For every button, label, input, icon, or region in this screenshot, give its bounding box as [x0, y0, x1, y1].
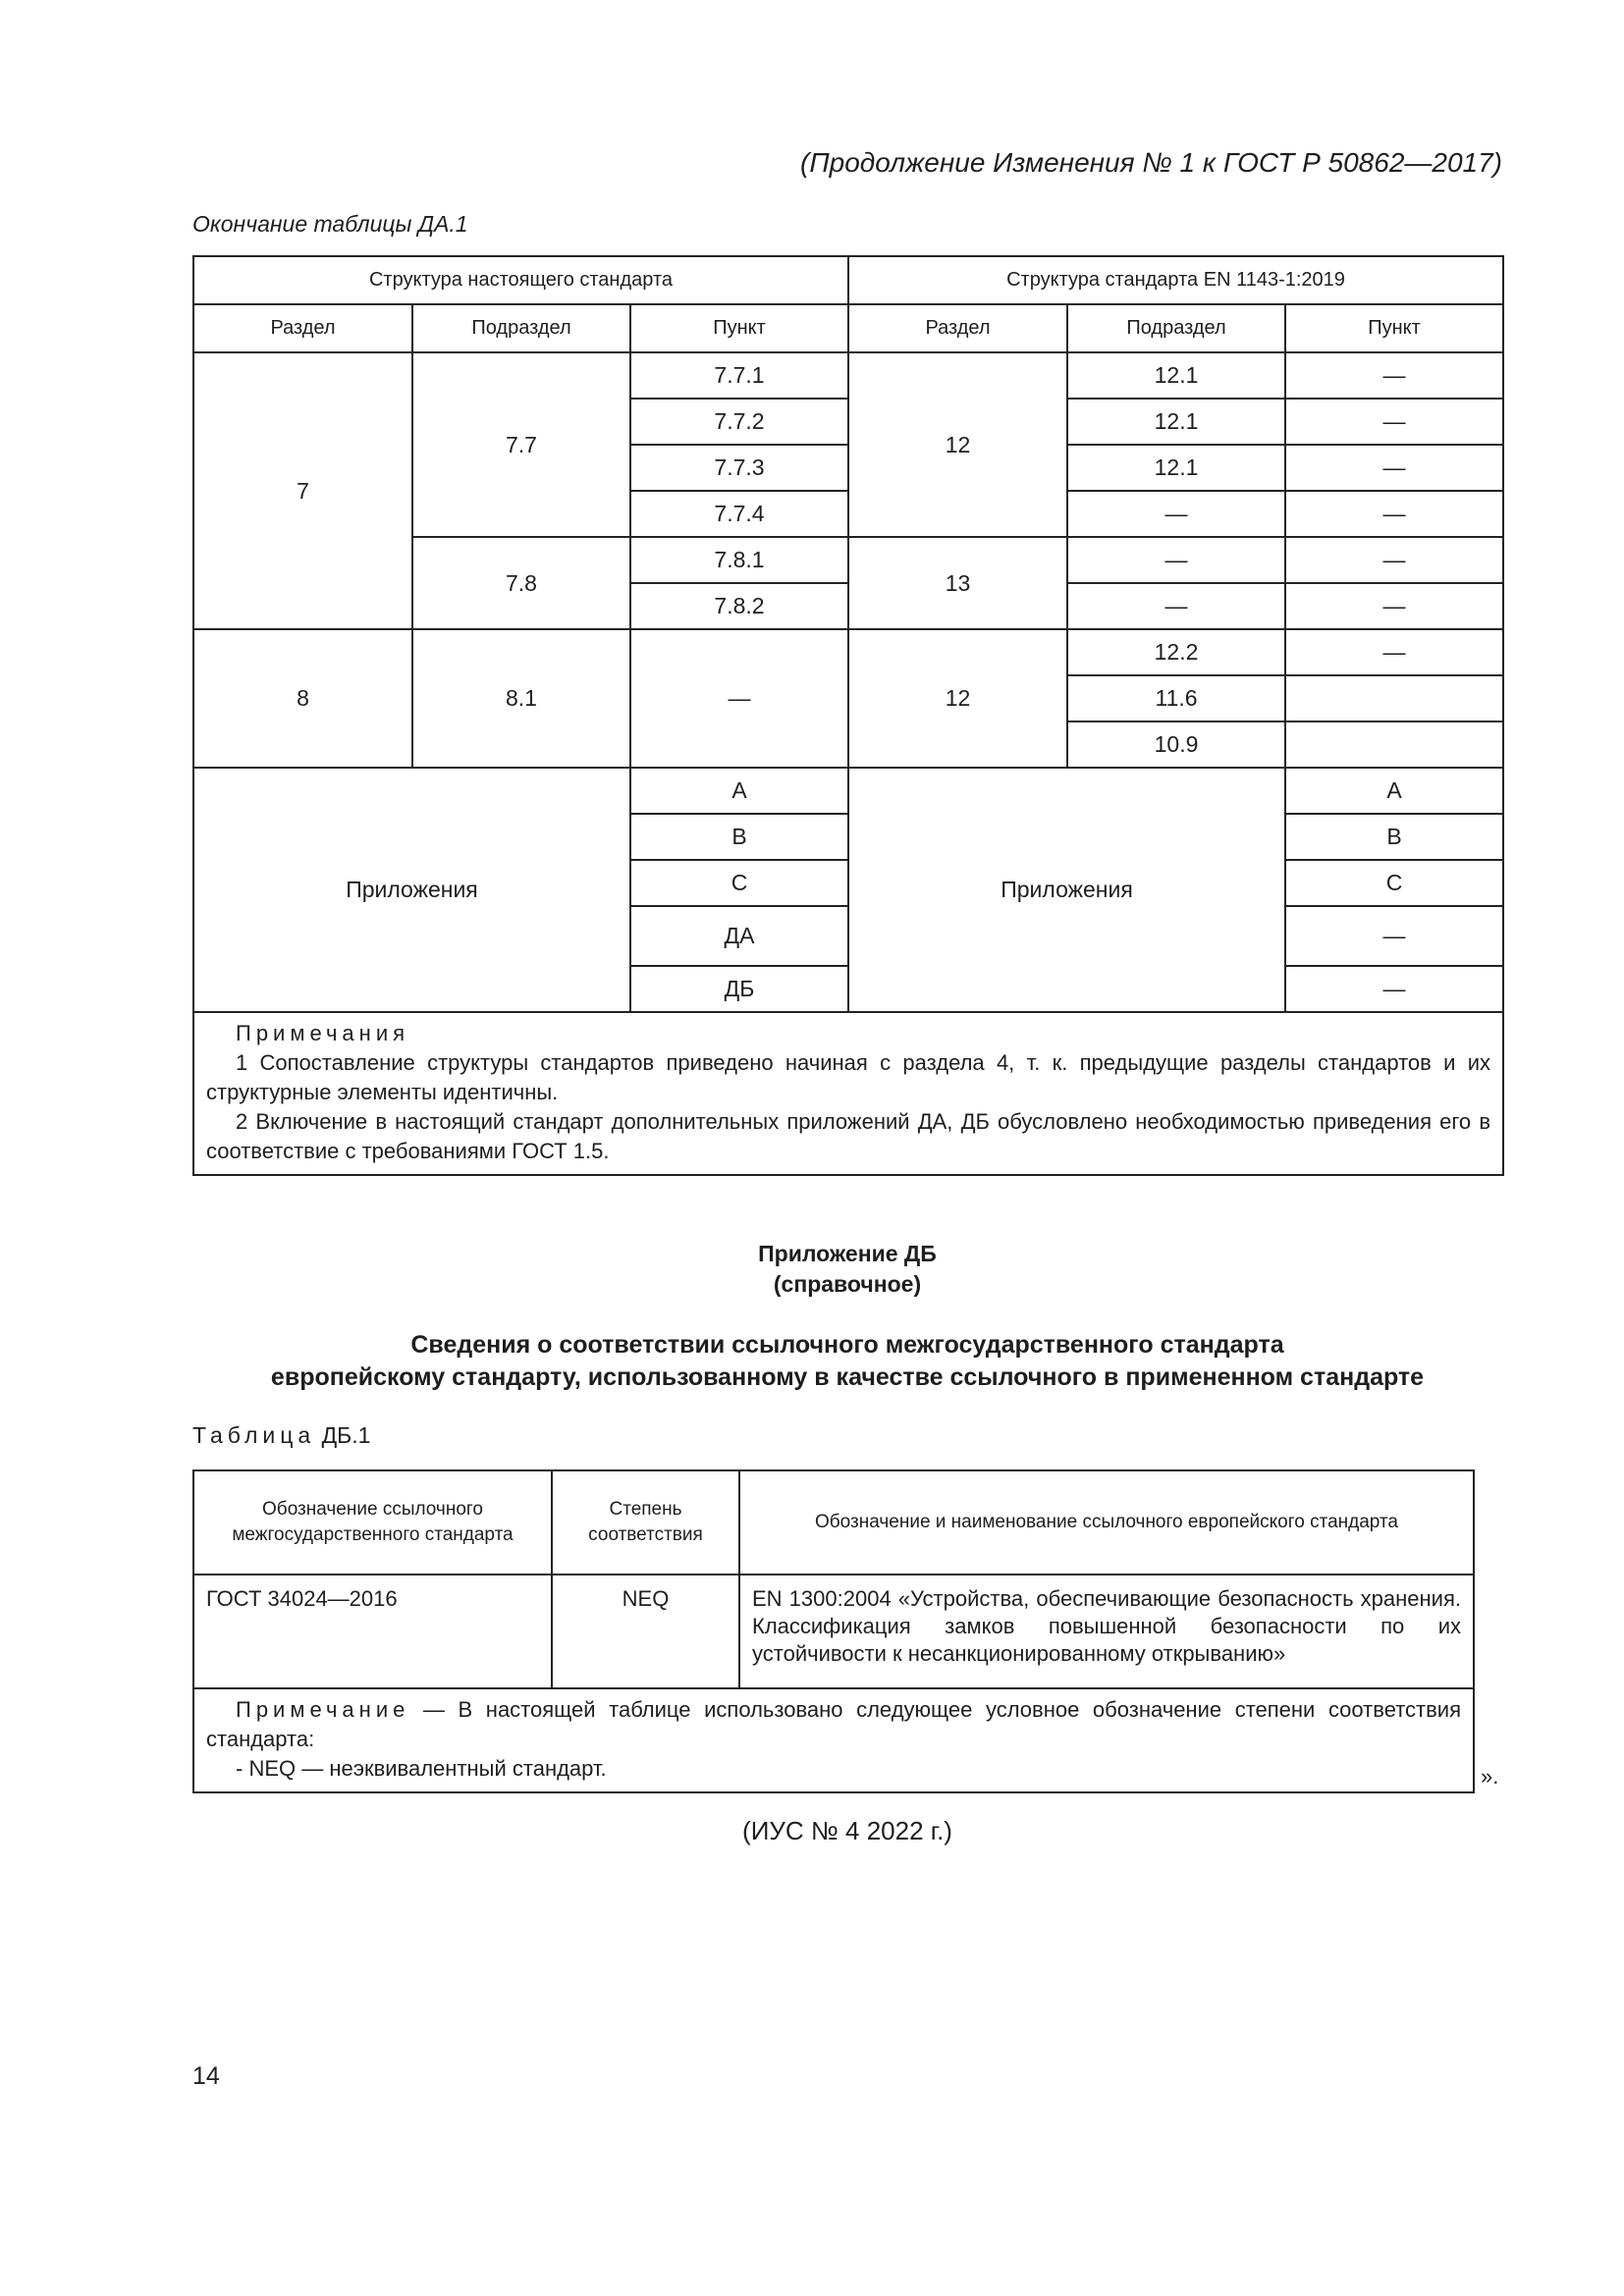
ius-reference: (ИУС № 4 2022 г.) [742, 1816, 952, 1845]
table-cell: — [1067, 491, 1285, 537]
appendix-heading [192, 1239, 1502, 1300]
table2-caption [192, 1422, 370, 1449]
group-header-left: Структура настоящего стандарта [193, 256, 848, 304]
appendix-name: Приложение ДБ [758, 1241, 937, 1266]
structure-comparison-table [192, 255, 1504, 1176]
note-text: — В настоящей таблице использовано следующее условное обозначение степени соответствия стандарта: [206, 1697, 1461, 1751]
table-cell: — [1285, 399, 1503, 445]
table-caption: Окончание таблицы ДА.1 [192, 211, 468, 237]
table-cell: A [630, 768, 848, 814]
group-header-right: Структура стандарта EN 1143-1:2019 [848, 256, 1503, 304]
table-cell: 12 [848, 629, 1067, 768]
column-header: Раздел [848, 304, 1067, 352]
title-line-2: европейскому стандарту, использованному в качестве ссылочного в примененном стандарте [270, 1363, 1425, 1391]
table-cell: — [1285, 966, 1503, 1012]
notes-title: Примечания [236, 1021, 410, 1045]
table-cell: 12.2 [1067, 629, 1285, 675]
table-cell: 7.7.3 [630, 445, 848, 491]
table-notes [193, 1012, 1503, 1175]
caption-word: Таблица [192, 1422, 316, 1448]
table-cell: 10.9 [1067, 721, 1285, 768]
column-header: Пункт [630, 304, 848, 352]
table-cell: 8.1 [412, 629, 630, 768]
caption-number: ДБ.1 [321, 1422, 371, 1448]
table-cell: 12.1 [1067, 445, 1285, 491]
appendix-label-left: Приложения [193, 768, 630, 1012]
table-cell: 12.1 [1067, 399, 1285, 445]
column-header: Обозначение ссылочного межгосударственного стандарта [193, 1470, 552, 1575]
table-cell: — [1285, 352, 1503, 399]
table-cell: 7 [193, 352, 412, 629]
table-cell: — [1285, 445, 1503, 491]
closing-quote: ». [1481, 1764, 1499, 1789]
table-cell: — [1285, 537, 1503, 583]
note-1: 1 Сопоставление структуры стандартов приведено начиная с раздела 4, т. к. предыдущие разделы стандартов и их структурные элементы идентичны. [206, 1050, 1491, 1104]
table-cell: 7.8.2 [630, 583, 848, 629]
table-cell: — [1285, 629, 1503, 675]
table-cell: 12 [848, 352, 1067, 537]
column-header: Подраздел [412, 304, 630, 352]
table-cell: 8 [193, 629, 412, 768]
table-cell: C [630, 860, 848, 906]
table-cell: ДБ [630, 966, 848, 1012]
table-cell: 13 [848, 537, 1067, 629]
table2-note [193, 1688, 1474, 1792]
table-cell: 7.8 [412, 537, 630, 629]
table-cell: 7.7.1 [630, 352, 848, 399]
column-header: Подраздел [1067, 304, 1285, 352]
table-cell: C [1285, 860, 1503, 906]
table-cell: 7.7.2 [630, 399, 848, 445]
section-title [192, 1329, 1502, 1394]
table-cell: — [1285, 491, 1503, 537]
table-cell: — [1067, 537, 1285, 583]
reference-standards-table [192, 1469, 1475, 1793]
note-item: - NEQ — неэквивалентный стандарт. [236, 1756, 607, 1781]
table-cell: 7.7 [412, 352, 630, 537]
title-line-1: Сведения о соответствии ссылочного межгосударственного стандарта [410, 1331, 1284, 1359]
note-word: Примечание [236, 1697, 410, 1722]
table-cell: 7.7.4 [630, 491, 848, 537]
table-cell: ГОСТ 34024—2016 [193, 1575, 552, 1688]
table-cell: EN 1300:2004 «Устройства, обеспечивающие безопасность хранения. Классификация замков повышенной безопасности по их устойчивости к несанкционированному открыванию» [739, 1575, 1474, 1688]
table-cell: — [1067, 583, 1285, 629]
column-header: Обозначение и наименование ссылочного европейского стандарта [739, 1470, 1474, 1575]
table-cell: B [1285, 814, 1503, 860]
column-header: Раздел [193, 304, 412, 352]
page-header: (Продолжение Изменения № 1 к ГОСТ Р 50862—2017) [800, 147, 1502, 178]
table-cell: ДА [630, 906, 848, 966]
table-cell: A [1285, 768, 1503, 814]
table-cell: NEQ [552, 1575, 739, 1688]
note-2: 2 Включение в настоящий стандарт дополнительных приложений ДА, ДБ обусловлено необходимостью приведения его в соответствие с требованиями ГОСТ 1.5. [206, 1109, 1491, 1163]
appendix-kind: (справочное) [773, 1271, 922, 1297]
column-header: Пункт [1285, 304, 1503, 352]
column-header: Степень соответствия [552, 1470, 739, 1575]
table-cell: — [1285, 583, 1503, 629]
page-number: 14 [192, 2062, 220, 2090]
table-cell [1285, 721, 1503, 768]
table-cell: 12.1 [1067, 352, 1285, 399]
appendix-label-right: Приложения [848, 768, 1285, 1012]
table-cell: B [630, 814, 848, 860]
table-cell: 7.8.1 [630, 537, 848, 583]
table-cell: — [630, 629, 848, 768]
table-cell: — [1285, 906, 1503, 966]
table-cell: 11.6 [1067, 675, 1285, 721]
table-cell [1285, 675, 1503, 721]
